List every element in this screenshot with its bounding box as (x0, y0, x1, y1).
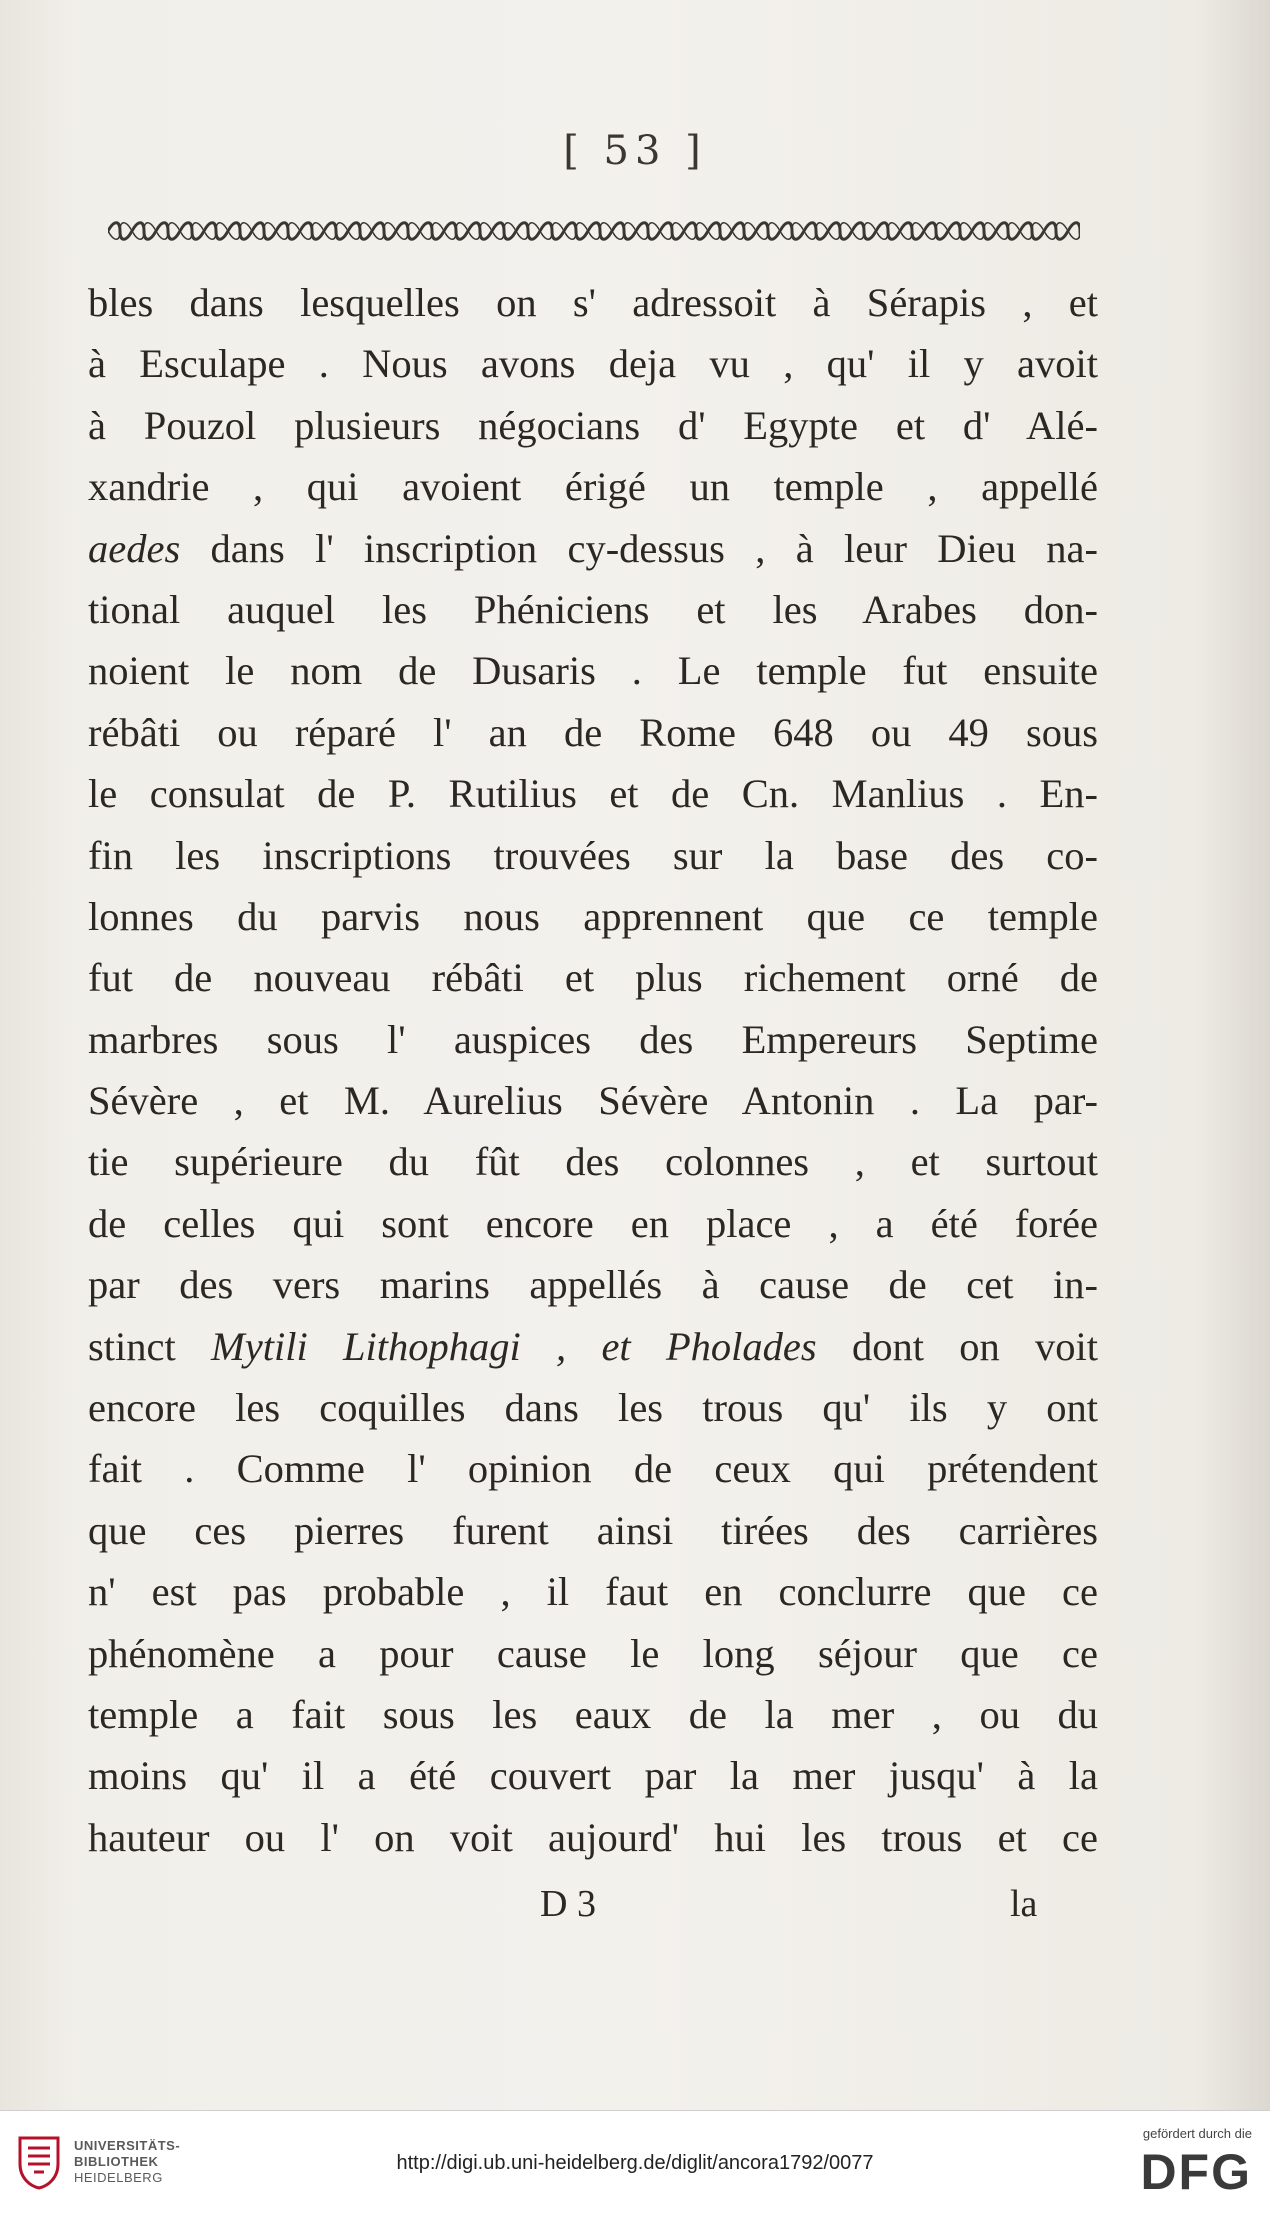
italic-text: Mytili Lithophagi , et Pholades (211, 1323, 817, 1369)
text-line: à Pouzol plusieurs négocians d' Egypte et d' Alé- (88, 402, 1098, 448)
institution-line-1: UNIVERSITÄTS- (74, 2138, 181, 2153)
text-line: tie supérieure du fût des colonnes , et surtout (88, 1139, 1098, 1185)
text-line: fut de nouveau rébâti et plus richement orné de (88, 955, 1098, 1001)
text-line (88, 518, 1098, 579)
text-segment: stinct (88, 1323, 212, 1369)
text-line: tional auquel les Phéniciens et les Arabes don- (88, 586, 1098, 632)
permalink-url[interactable]: http://digi.ub.uni-heidelberg.de/diglit/ancora1792/0077 (396, 2152, 874, 2174)
text-line: Sévère , et M. Aurelius Sévère Antonin . La par- (88, 1078, 1098, 1124)
decorative-border-ornament (108, 218, 1080, 244)
text-line (88, 1316, 1098, 1377)
funding-caption: gefördert durch die (1142, 2126, 1252, 2141)
text-segment: dont on voit (816, 1323, 1098, 1369)
italic-text: aedes (88, 525, 181, 571)
text-line: xandrie , qui avoient érigé un temple , appellé (88, 464, 1098, 510)
text-line: à Esculape . Nous avons deja vu , qu' il y avoit (88, 341, 1098, 387)
institution-line-3: HEIDELBERG (74, 2170, 163, 2185)
text-line: de celles qui sont encore en place , a été forée (88, 1200, 1098, 1246)
text-line: que ces pierres furent ainsi tirées des carrières (88, 1507, 1098, 1553)
text-line: phénomène a pour cause le long séjour que ce (88, 1630, 1098, 1676)
text-line: par des vers marins appellés à cause de cet in- (88, 1262, 1098, 1308)
text-line: n' est pas probable , il faut en conclurre que ce (88, 1569, 1098, 1615)
text-line: encore les coquilles dans les trous qu' ils y ont (88, 1385, 1098, 1431)
text-line: rébâti ou réparé l' an de Rome 648 ou 49 sous (88, 709, 1098, 755)
catchword: la (1010, 1883, 1038, 1925)
text-line: hauteur ou l' on voit aujourd' hui les trous et ce (88, 1814, 1098, 1860)
text-line: fin les inscriptions trouvées sur la base des co- (88, 832, 1098, 878)
page-body-text (88, 272, 1098, 1868)
text-line: lonnes du parvis nous apprennent que ce temple (88, 893, 1098, 939)
text-line: noient le nom de Dusaris . Le temple fut ensuite (88, 648, 1098, 694)
text-line: bles dans lesquelles on s' adressoit à Sérapis , et (88, 280, 1098, 325)
text-line: marbres sous l' auspices des Empereurs Septime (88, 1016, 1098, 1062)
text-line: le consulat de P. Rutilius et de Cn. Manlius . En- (88, 771, 1098, 817)
text-segment: dans l' inscription cy-dessus , à leur Dieu na- (180, 525, 1098, 571)
page-number: [ 53 ] (563, 128, 707, 174)
signature-mark: D 3 (540, 1883, 596, 1925)
dfg-logo: DFG (1140, 2144, 1252, 2200)
institution-line-2: BIBLIOTHEK (74, 2154, 159, 2169)
text-line: moins qu' il a été couvert par la mer jusqu' à la (88, 1753, 1098, 1799)
text-line: temple a fait sous les eaux de la mer , ou du (88, 1691, 1098, 1737)
text-line: fait . Comme l' opinion de ceux qui prétendent (88, 1446, 1098, 1492)
